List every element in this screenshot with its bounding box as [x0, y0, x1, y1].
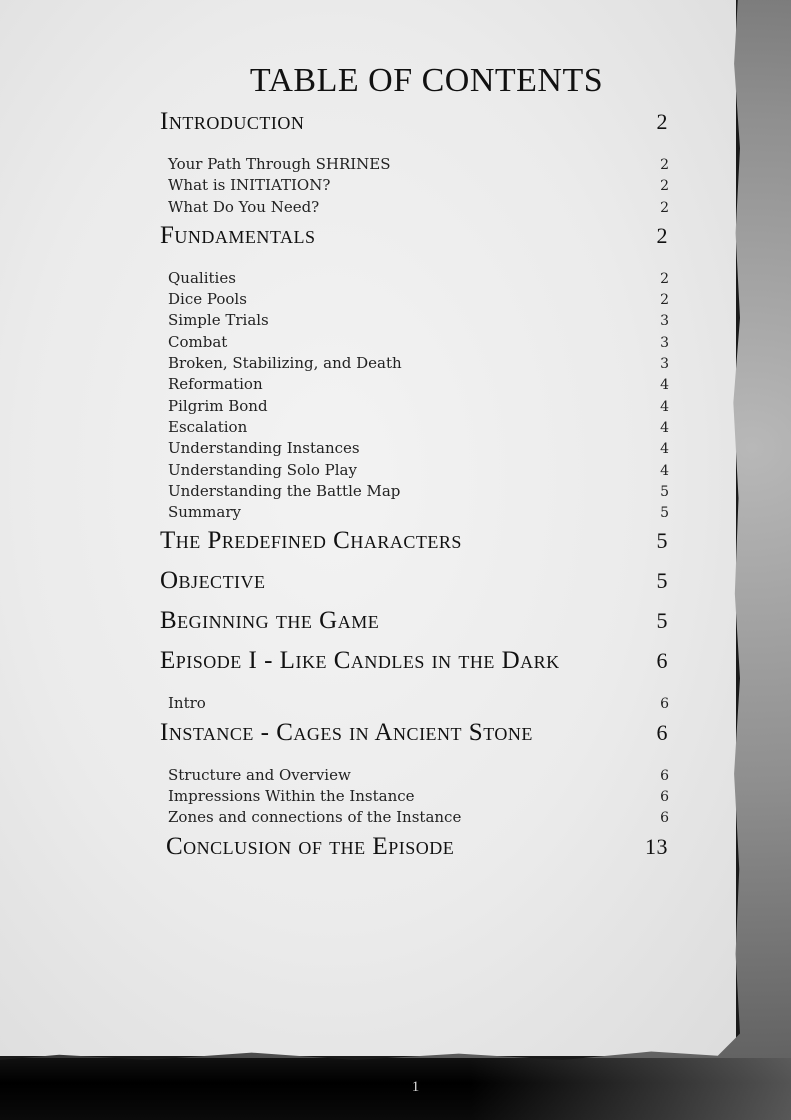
toc-subsection-entry[interactable]	[160, 374, 670, 395]
toc-entry-label: Fundamentals	[160, 221, 316, 249]
toc-subsection-entry[interactable]	[160, 197, 670, 218]
toc-subsection-entry[interactable]	[160, 786, 670, 807]
toc-page-number: 3	[660, 334, 669, 351]
toc-entry-label: Episode I - Like Candles in the Dark	[160, 647, 560, 675]
toc-page-number: 2	[656, 109, 668, 134]
toc-subsection-entry[interactable]	[160, 460, 670, 481]
toc-subsection-entry[interactable]	[160, 481, 670, 502]
toc-page-number: 5	[660, 505, 669, 522]
toc-subsection-entry[interactable]	[160, 438, 670, 459]
toc-entry-label: Understanding the Battle Map	[168, 481, 401, 500]
toc-page-number: 5	[656, 528, 668, 554]
toc-page-number: 2	[660, 199, 669, 216]
toc-page-number: 6	[656, 719, 668, 745]
toc-page-number: 3	[660, 356, 669, 373]
toc-entry-label: Beginning the Game	[160, 607, 380, 635]
toc-subsection-entry[interactable]	[160, 693, 670, 714]
toc-page-number: 4	[660, 419, 669, 436]
toc-entry-label: Pilgrim Bond	[168, 396, 268, 415]
toc-page-number: 6	[660, 810, 669, 827]
toc-subsection-entry[interactable]	[160, 807, 670, 828]
toc-entry-label: Escalation	[168, 417, 248, 436]
toc-entry-label: Conclusion of the Episode	[166, 832, 455, 860]
toc-section-entry[interactable]	[160, 643, 670, 683]
toc-entry-label: Combat	[168, 332, 228, 351]
toc-entry-label: Summary	[168, 503, 241, 522]
toc-page-number: 5	[660, 483, 669, 500]
toc-subsection-entry[interactable]	[160, 268, 670, 289]
toc-subsection-entry[interactable]	[160, 154, 670, 175]
toc-entry-label: Dice Pools	[168, 290, 247, 309]
page-title: TABLE OF CONTENTS	[249, 62, 604, 99]
toc-section-entry[interactable]	[160, 829, 670, 869]
toc-entry-label: Your Path Through SHRINES	[168, 155, 391, 173]
toc-entry-label: Impressions Within the Instance	[168, 787, 415, 806]
toc-page-number: 2	[660, 178, 669, 195]
page-number: 1	[411, 1079, 420, 1095]
toc-page-number: 2	[660, 270, 669, 287]
toc-entry-label: Qualities	[168, 268, 236, 287]
toc-page-number: 2	[656, 222, 668, 248]
toc-entry-label: Instance - Cages in Ancient Stone	[160, 718, 533, 746]
toc-subsection-entry[interactable]	[160, 289, 670, 310]
toc-page-number: 3	[660, 313, 669, 330]
toc-section-entry[interactable]	[160, 715, 670, 755]
toc-entry-label: Intro	[168, 694, 206, 713]
toc-entry-label: What Do You Need?	[168, 197, 320, 216]
toc-entry-label: Zones and connections of the Instance	[168, 808, 462, 827]
toc-section-entry[interactable]	[160, 603, 670, 643]
toc-subsection-entry[interactable]	[160, 175, 670, 196]
toc-page-number: 2	[660, 157, 669, 173]
toc-entry-label: Objective	[160, 567, 266, 595]
toc-page-number: 6	[656, 648, 668, 674]
toc-subsection-entry[interactable]	[160, 332, 670, 353]
toc-subsection-entry[interactable]	[160, 396, 670, 417]
toc-page-number: 6	[660, 789, 669, 806]
toc-page-number: 6	[660, 696, 669, 713]
toc-section-entry[interactable]	[160, 563, 670, 603]
toc-section-entry[interactable]	[160, 104, 670, 144]
toc-entry-label: What is INITIATION?	[168, 176, 331, 195]
toc-page-number: 6	[660, 767, 669, 784]
toc-page-number: 5	[656, 568, 668, 594]
toc-subsection-entry[interactable]	[160, 502, 670, 523]
toc-page-number: 4	[660, 441, 669, 458]
toc-subsection-entry[interactable]	[160, 417, 670, 438]
toc-page-number: 5	[656, 608, 668, 634]
table-of-contents	[160, 104, 670, 869]
toc-subsection-entry[interactable]	[160, 765, 670, 786]
toc-entry-label: Understanding Solo Play	[168, 460, 357, 479]
toc-section-entry[interactable]	[160, 523, 670, 563]
toc-entry-label: Reformation	[168, 375, 263, 394]
toc-entry-label: Broken, Stabilizing, and Death	[168, 354, 402, 373]
toc-subsection-entry[interactable]	[160, 310, 670, 331]
toc-entry-label: Introduction	[160, 108, 305, 135]
toc-page-number: 4	[660, 398, 669, 415]
toc-page-number: 4	[660, 377, 669, 394]
toc-entry-label: Simple Trials	[168, 311, 269, 330]
toc-page-number: 4	[660, 462, 669, 479]
toc-page-number: 2	[660, 292, 669, 309]
toc-subsection-entry[interactable]	[160, 353, 670, 374]
toc-page-number: 13	[645, 833, 668, 859]
toc-entry-label: Structure and Overview	[168, 765, 351, 784]
toc-section-entry[interactable]	[160, 218, 670, 258]
toc-entry-label: Understanding Instances	[168, 439, 360, 458]
toc-entry-label: The Predefined Characters	[160, 527, 462, 555]
